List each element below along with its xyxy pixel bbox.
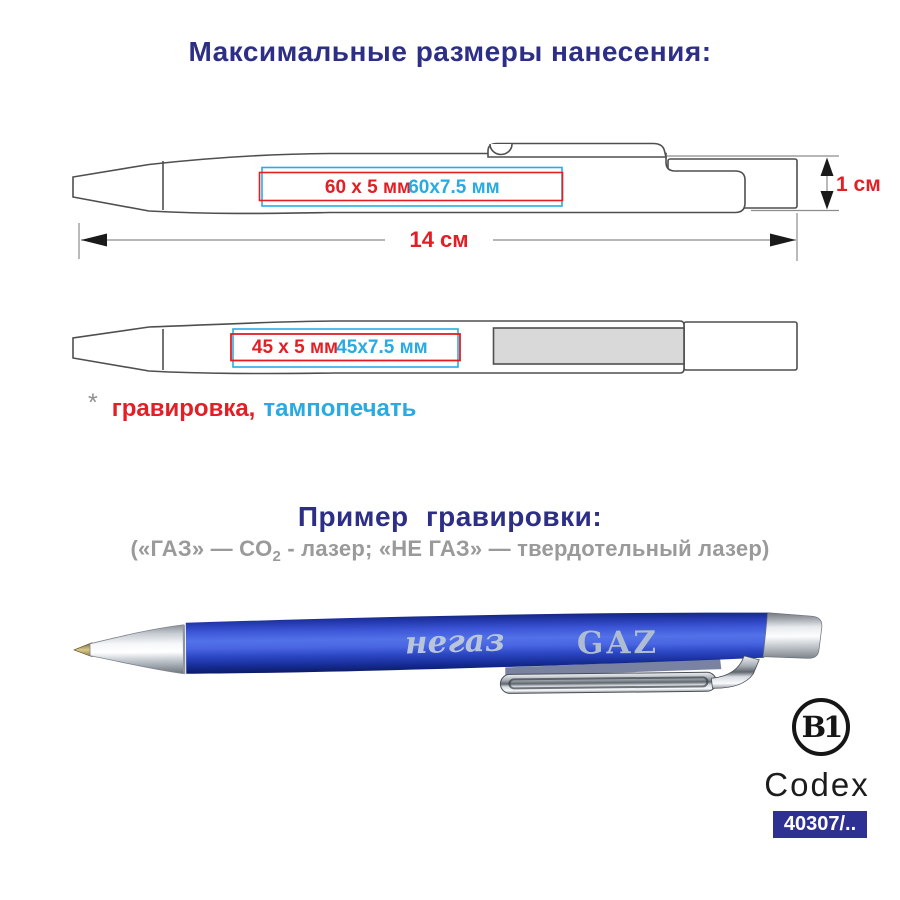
note-asterisk: * [88,389,98,417]
example-subtitle-prefix: («ГАЗ» — CO [130,536,273,561]
pen-photo-ball-tip [74,643,92,657]
pen1-length-dimension-label: 14 см [385,227,493,253]
page-title: Максимальные размеры нанесения: [188,36,712,67]
pen2-engraving-size-label: 45 x 5 мм [251,337,339,358]
pen-photo [74,611,823,698]
pen-photo-engraving-caps: GAZ [576,624,660,662]
legend-tampo-label: тампопечать [263,395,417,422]
pen-photo-cone-ring [184,625,185,674]
method-legend [88,389,417,423]
example-subtitle-subscript: 2 [272,548,282,565]
example-subtitle-suffix: - лазер; «НЕ ГАЗ» — твердотельный лазер) [281,536,770,561]
b1-certification-logo [792,698,850,756]
example-subtitle [0,536,900,565]
example-heading: Пример гравировки: [297,501,603,532]
pen2-tampo-size-label: 45x7.5 мм [336,337,428,358]
pen1-height-dimension-label: 1 см [836,173,881,196]
pen-photo-clip [500,672,716,693]
pen1-clip [488,144,666,158]
b1-logo-text: B1 [801,710,841,744]
pen-photo-engraving-italic: негаз [404,622,506,662]
pen2-clip-face [494,328,685,364]
legend-engraving-label: гравировка, [111,395,256,422]
pen-photo-nose-cone [90,625,185,675]
brand-name: Codex [764,766,870,803]
pen-side-view-drawing [73,321,797,374]
pen-photo-end-cap [763,612,823,659]
product-code-badge: 40307/.. [773,811,867,838]
pen1-tampo-size-label: 60x7.5 мм [408,177,500,198]
pen2-rear-cap [684,322,797,370]
pen1-engraving-size-label: 60 x 5 мм [324,177,412,198]
